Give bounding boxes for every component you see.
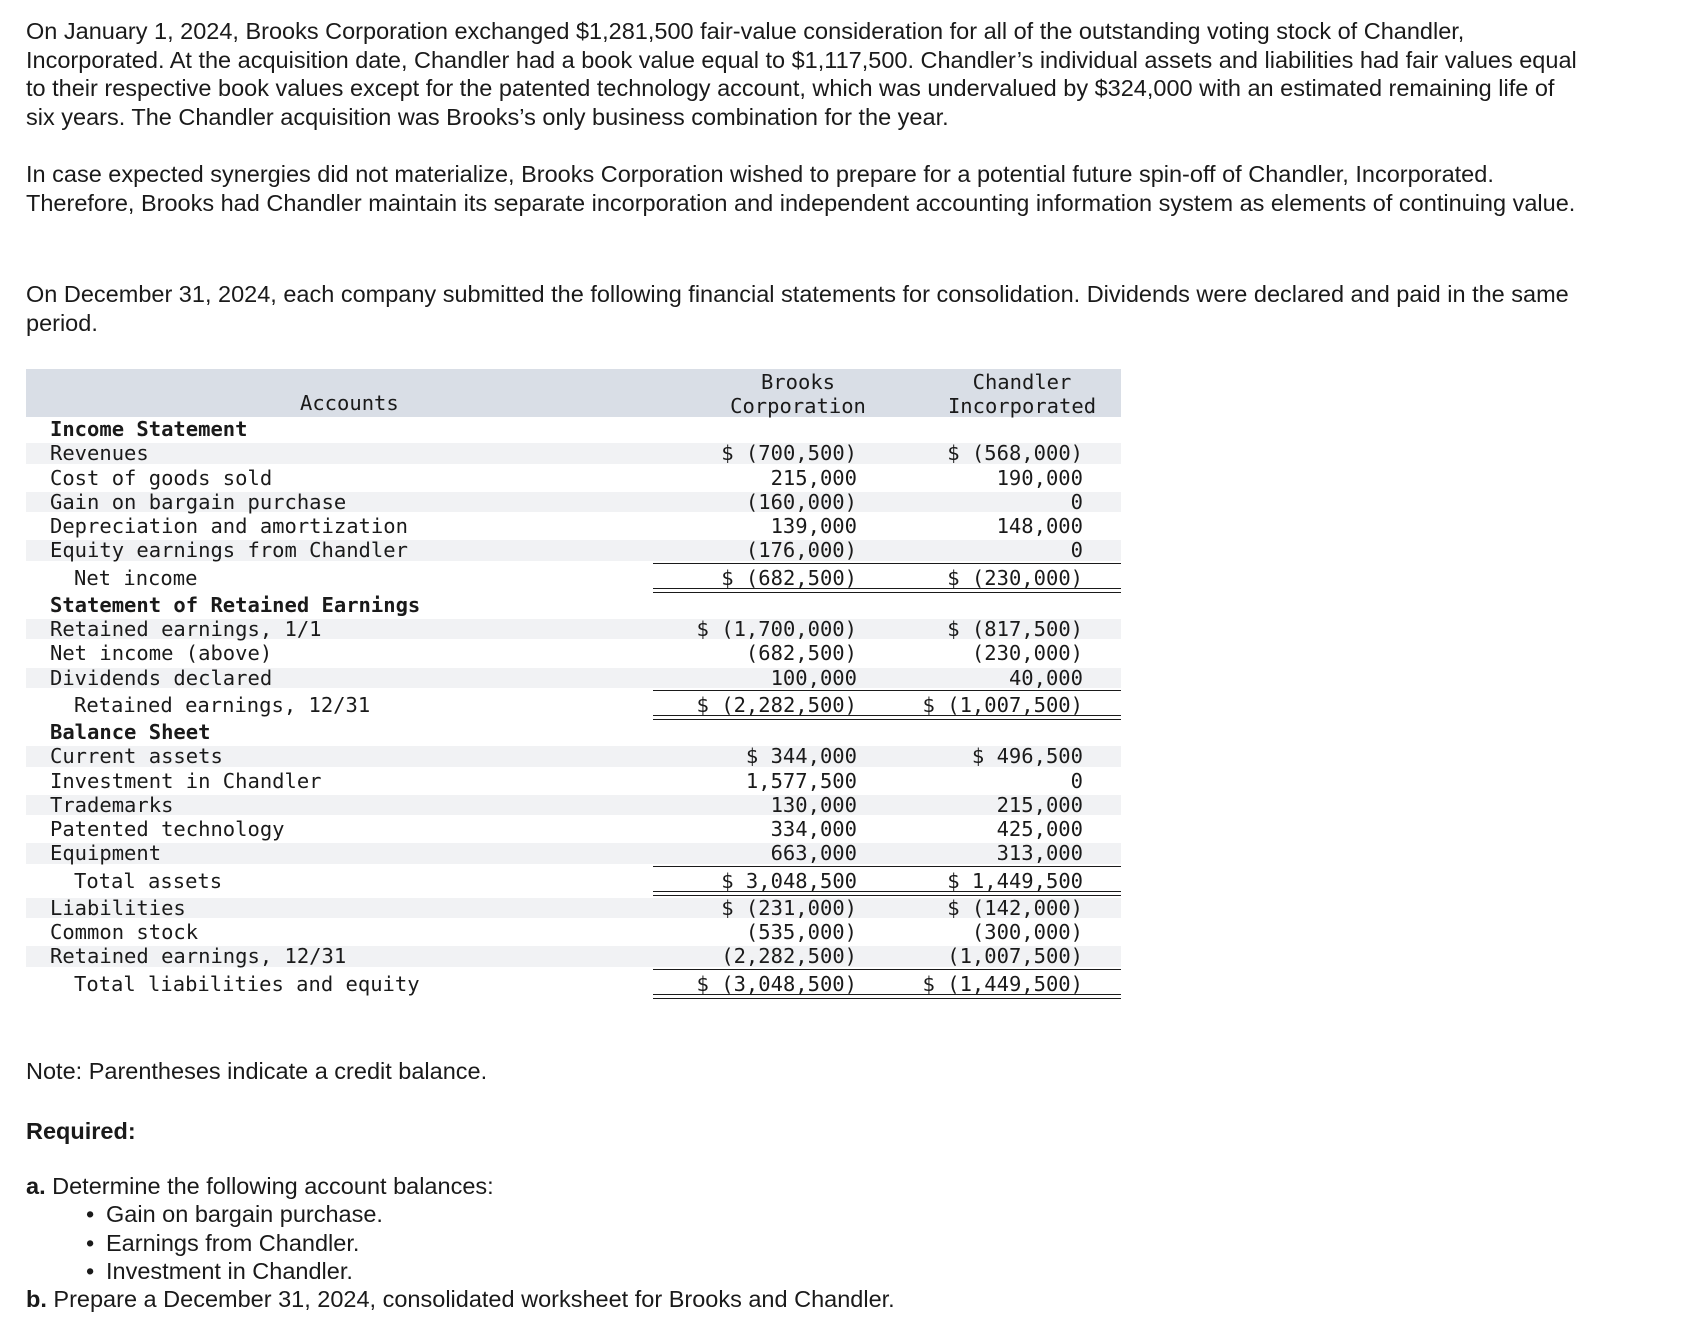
brooks-amount: $ (2,282,500) [696, 692, 857, 717]
account-label: Gain on bargain purchase [50, 489, 347, 514]
spin-off-paragraph: In case expected synergies did not materialize, Brooks Corporation wished to prepare for a potential future spin-off of Chandler, Incorporated. Therefore, Brooks had Chandler maintain its separate incorporation and independent accounting information system as elements of continuing value. [26, 161, 1576, 216]
brooks-amount: 1,577,500 [745, 768, 857, 793]
chandler-amount: 148,000 [996, 514, 1083, 539]
section-heading [26, 417, 1121, 441]
account-label: Trademarks [50, 792, 174, 817]
brooks-amount: (176,000) [745, 538, 857, 563]
requirement-a-label: a. [26, 1173, 46, 1199]
table-row [26, 841, 1121, 865]
table-row [26, 466, 1121, 490]
account-label: Equipment [50, 841, 162, 866]
double-underline [878, 994, 1121, 999]
brooks-amount: $ (3,048,500) [696, 971, 857, 996]
brooks-amount: 139,000 [770, 514, 857, 539]
chandler-amount: 0 [1070, 489, 1083, 514]
list-item: • Gain on bargain purchase. [86, 1200, 383, 1229]
chandler-column-header: Chandler Incorporated [947, 370, 1097, 418]
chandler-amount: (230,000) [971, 641, 1083, 666]
chandler-amount: 40,000 [1008, 665, 1083, 690]
account-label: Retained earnings, 1/1 [50, 617, 322, 642]
double-underline [653, 994, 878, 999]
chandler-amount: (1,007,500) [947, 944, 1083, 969]
brooks-amount: (160,000) [745, 489, 857, 514]
financial-statements-table [26, 369, 1121, 999]
brooks-amount: 130,000 [770, 792, 857, 817]
brooks-amount: (535,000) [745, 920, 857, 945]
brooks-amount: $ 344,000 [745, 744, 857, 769]
chandler-amount: $ 496,500 [971, 744, 1083, 769]
account-label: Liabilities [50, 895, 186, 920]
table-body [26, 417, 1121, 999]
total-row [26, 969, 1121, 999]
table-row [26, 514, 1121, 538]
total-row [26, 563, 1121, 593]
list-item: • Earnings from Chandler. [86, 1229, 383, 1258]
account-label: Statement of Retained Earnings [50, 592, 421, 617]
chandler-amount: 215,000 [996, 792, 1083, 817]
chandler-amount: $ (1,449,500) [922, 971, 1083, 996]
table-row [26, 944, 1121, 968]
list-item: • Investment in Chandler. [86, 1257, 383, 1286]
account-label: Current assets [50, 744, 223, 769]
brooks-amount: $ (682,500) [721, 565, 857, 590]
chandler-amount: 0 [1070, 768, 1083, 793]
requirement-b [26, 1285, 1586, 1314]
sum-line [653, 690, 878, 691]
table-row [26, 817, 1121, 841]
account-label: Retained earnings, 12/31 [50, 944, 347, 969]
account-label: Equity earnings from Chandler [50, 538, 408, 563]
table-row [26, 793, 1121, 817]
brooks-amount: $ (1,700,000) [696, 617, 857, 642]
sum-line [653, 969, 878, 970]
account-label: Cost of goods sold [50, 465, 273, 490]
account-label: Net income (above) [50, 641, 273, 666]
account-label: Net income [74, 565, 198, 590]
credit-balance-note: Note: Parentheses indicate a credit balance. [26, 1058, 488, 1084]
table-row [26, 617, 1121, 641]
chandler-amount: $ (1,007,500) [922, 692, 1083, 717]
chandler-amount: 190,000 [996, 465, 1083, 490]
brooks-amount: (2,282,500) [721, 944, 857, 969]
sum-line [878, 866, 1121, 867]
table-row [26, 538, 1121, 562]
requirement-a [26, 1172, 1586, 1201]
account-label: Patented technology [50, 817, 285, 842]
table-row [26, 920, 1121, 944]
intro-paragraph: On January 1, 2024, Brooks Corporation exchanged $1,281,500 fair-value consideration for all of the outstanding voting stock of Chandler, Incorporated. At the acquisition date, Chandler had a book value equal to $1,117,500. Chandler’s individual assets and liabilities had fair values equal to their respective book values except for the patented technology account, which was undervalued by $324,000 with an estimated remaining life of six years. The Chandler acquisition was Brooks’s only business combination for the year. [26, 18, 1577, 130]
table-row [26, 641, 1121, 665]
account-label: Income Statement [50, 417, 248, 441]
table-row [26, 744, 1121, 768]
account-label: Depreciation and amortization [50, 514, 408, 539]
requirement-a-list [86, 1200, 383, 1286]
sum-line [878, 563, 1121, 564]
brooks-amount: $ (700,500) [721, 441, 857, 466]
brooks-amount: 334,000 [770, 817, 857, 842]
section-heading [26, 593, 1121, 617]
chandler-amount: (300,000) [971, 920, 1083, 945]
requirement-b-label: b. [26, 1286, 47, 1312]
table-header [26, 369, 1121, 417]
table-row [26, 896, 1121, 920]
account-label: Retained earnings, 12/31 [74, 692, 371, 717]
account-label: Total liabilities and equity [74, 971, 420, 996]
account-label: Balance Sheet [50, 719, 211, 744]
account-label: Revenues [50, 441, 149, 466]
chandler-amount: $ (568,000) [947, 441, 1083, 466]
total-row [26, 690, 1121, 720]
chandler-amount: $ (817,500) [947, 617, 1083, 642]
accounts-column-header: Accounts [300, 391, 399, 415]
section-heading [26, 720, 1121, 744]
brooks-amount: (682,500) [745, 641, 857, 666]
sum-line [653, 866, 878, 867]
table-row [26, 490, 1121, 514]
requirement-a-text: Determine the following account balances: [52, 1173, 494, 1199]
brooks-amount: 100,000 [770, 665, 857, 690]
account-label: Common stock [50, 920, 199, 945]
sum-line [878, 690, 1121, 691]
sum-line [653, 563, 878, 564]
chandler-amount: $ 1,449,500 [947, 868, 1083, 893]
chandler-amount: 425,000 [996, 817, 1083, 842]
total-row [26, 866, 1121, 896]
table-row [26, 441, 1121, 465]
required-heading: Required: [26, 1118, 136, 1144]
brooks-amount: 663,000 [770, 841, 857, 866]
table-row [26, 666, 1121, 690]
brooks-amount: $ (231,000) [721, 895, 857, 920]
sum-line [878, 969, 1121, 970]
table-row [26, 769, 1121, 793]
chandler-amount: 313,000 [996, 841, 1083, 866]
account-label: Investment in Chandler [50, 768, 322, 793]
account-label: Dividends declared [50, 665, 273, 690]
brooks-amount: $ 3,048,500 [721, 868, 857, 893]
requirement-b-text: Prepare a December 31, 2024, consolidated worksheet for Brooks and Chandler. [53, 1286, 895, 1312]
brooks-column-header: Brooks Corporation [730, 370, 866, 418]
statements-paragraph: On December 31, 2024, each company submitted the following financial statements for consolidation. Dividends were declared and paid in the same period. [26, 281, 1569, 336]
account-label: Total assets [74, 868, 223, 893]
chandler-amount: 0 [1070, 538, 1083, 563]
chandler-amount: $ (142,000) [947, 895, 1083, 920]
brooks-amount: 215,000 [770, 465, 857, 490]
chandler-amount: $ (230,000) [947, 565, 1083, 590]
